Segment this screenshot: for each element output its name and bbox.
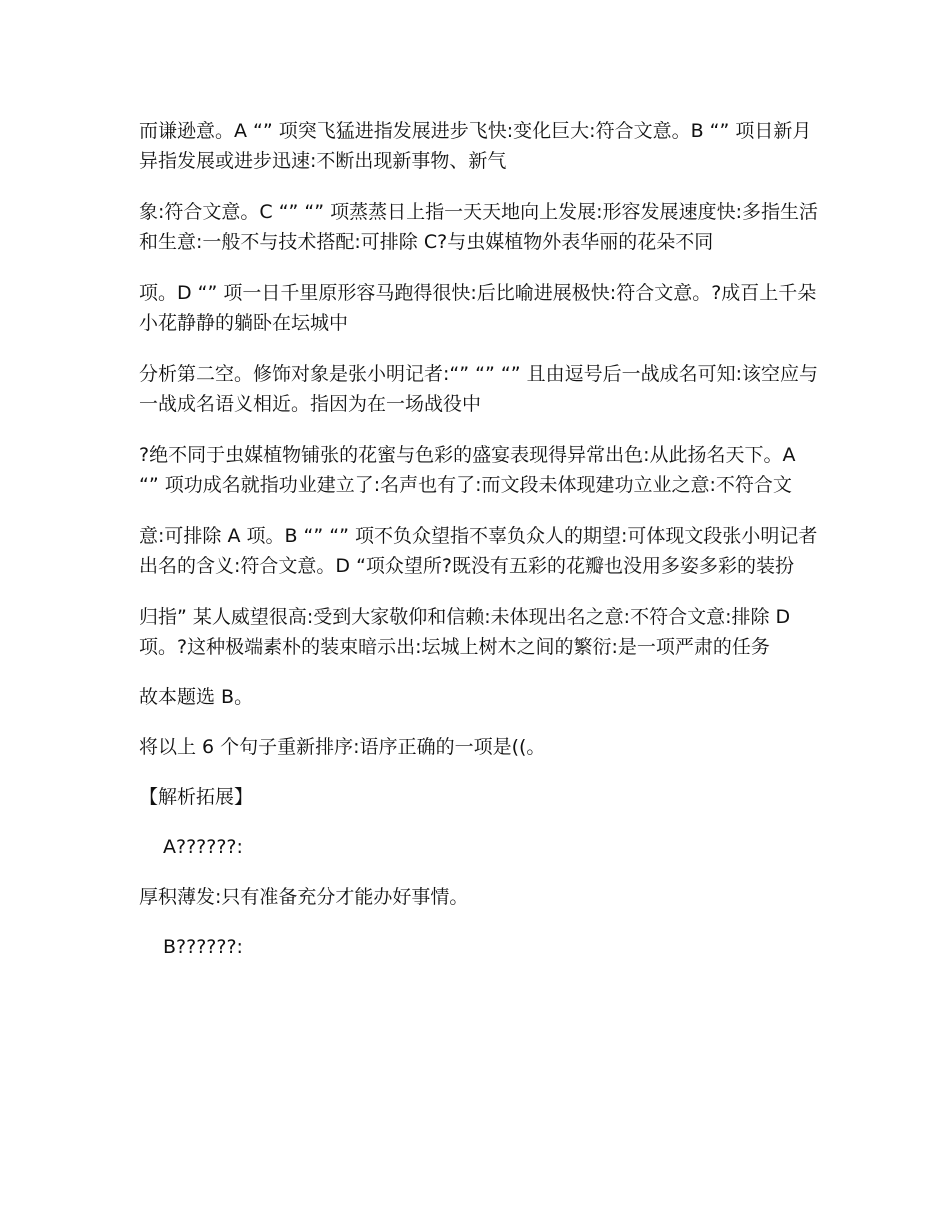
option-a-label: A??????: <box>163 836 243 858</box>
paragraph-1: 而谦逊意。A “” 项突飞猛进指发展进步飞快:变化巨大:符合文意。B “” 项日新月异指发展或进步迅速:不断出现新事物、新气 <box>139 120 812 172</box>
paragraph-7: 归指” 某人威望很高:受到大家敬仰和信赖:未体现出名之意:不符合文意:排除 D 项。?这种极端素朴的装束暗示出:坛城上树木之间的繁衍:是一项严肃的任务 <box>139 606 791 658</box>
conclusion-line: 故本题选 B。 <box>139 686 254 708</box>
paragraph-6: 意:可排除 A 项。B “” “” 项不负众望指不辜负众人的期望:可体现文段张小明记者出名的含义:符合文意。D “项众望所?既没有五彩的花瓣也没用多姿多彩的装扮 <box>139 525 818 577</box>
question-line: 将以上 6 个句子重新排序:语序正确的一项是((。 <box>139 736 546 758</box>
document-page <box>139 116 819 962</box>
paragraph-3: 项。D “” 项一日千里原形容马跑得很快:后比喻进展极快:符合文意。?成百上千朵小花静静的躺卧在坛城中 <box>139 282 817 334</box>
option-a-text: 厚积薄发:只有准备充分才能办好事情。 <box>139 886 469 908</box>
paragraph-4: 分析第二空。修饰对象是张小明记者:“” “” “” 且由逗号后一战成名可知:该空应与一战成名语义相近。指因为在一场战役中 <box>139 363 818 415</box>
section-heading: 【解析拓展】 <box>139 786 254 808</box>
option-b-label: B??????: <box>163 936 243 958</box>
paragraph-2: 象:符合文意。C “” “” 项蒸蒸日上指一天天地向上发展:形容发展速度快:多指生活和生意:一般不与技术搭配:可排除 C?与虫媒植物外表华丽的花朵不同 <box>139 201 818 253</box>
paragraph-5: ?绝不同于虫媒植物铺张的花蜜与色彩的盛宴表现得异常出色:从此扬名天下。A “” 项功成名就指功业建立了:名声也有了:而文段未体现建功立业之意:不符合文 <box>139 444 796 496</box>
